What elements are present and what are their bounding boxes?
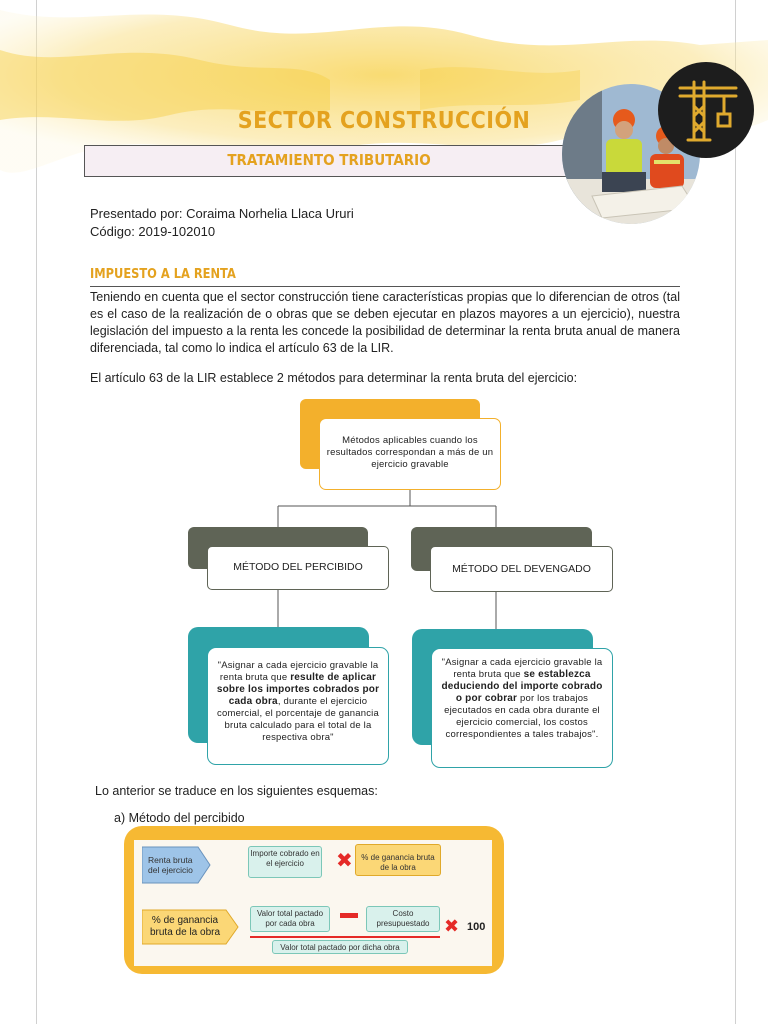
article-paragraph: El artículo 63 de la LIR establece 2 métodos para determinar la renta bruta del ejercicio: (90, 371, 578, 385)
minus-icon (340, 913, 358, 918)
left-method-label: MÉTODO DEL PERCIBIDO (233, 561, 363, 573)
valor-total-obra-box (250, 906, 330, 932)
left-desc-post: , durante el ejercicio comercial, el porcentaje de ganancia bruta calculado para el total de la respectiva obra" (217, 696, 379, 743)
schemas-intro: Lo anterior se traduce en los siguientes esquemas: (95, 784, 378, 798)
importe-cobrado-box (248, 846, 322, 878)
section-heading: IMPUESTO A LA RENTA (90, 267, 236, 282)
left-desc-node (207, 647, 389, 765)
valor-total-obra-label: Valor total pactado por cada obra (256, 909, 324, 928)
right-desc-node (431, 648, 613, 768)
costo-presupuestado-label: Costo presupuestado (376, 909, 430, 928)
presented-by: Presentado por: Coraima Norhelia Llaca Ururi (90, 206, 354, 221)
pct-ganancia-box (355, 844, 441, 876)
page-title: SECTOR CONSTRUCCIÓN (237, 108, 531, 134)
pct-ganancia-big-label: % de ganancia bruta de la obra (149, 915, 221, 938)
multiply-icon: ✖ (336, 848, 353, 872)
right-desc-pre: "Asignar a cada ejercicio gravable la renta bruta que (441, 657, 603, 680)
right-method-node (430, 546, 613, 592)
renta-bruta-label: Renta bruta del ejercicio (148, 855, 193, 875)
student-code: Código: 2019-102010 (90, 224, 216, 239)
right-method-label: MÉTODO DEL DEVENGADO (452, 563, 591, 575)
root-node (319, 418, 501, 490)
importe-cobrado-label: Importe cobrado en el ejercicio (250, 849, 320, 868)
root-node-text: Métodos aplicables cuando los resultados correspondan a más de un ejercicio gravable (326, 435, 494, 470)
right-desc-bold: se establezca deduciendo del importe cobrado o por cobrar (441, 669, 603, 704)
pct-ganancia-arrow (142, 908, 240, 946)
left-method-node (207, 546, 389, 590)
renta-bruta-arrow (142, 845, 212, 885)
costo-presupuestado-box (366, 906, 440, 932)
valor-total-dicha-box (272, 940, 408, 954)
hundred-label: 100 (467, 921, 486, 933)
fraction-bar (250, 936, 440, 938)
multiply-icon-2: ✖ (444, 916, 460, 937)
valor-total-dicha-label: Valor total pactado por dicha obra (280, 943, 400, 952)
list-item-a: a) Método del percibido (114, 811, 245, 825)
right-desc-post: por los trabajos ejecutados en cada obra durante el ejercicio comercial, los costos correspondientes a tales trabajos". (444, 693, 600, 740)
pct-ganancia-label: % de ganancia bruta de la obra (361, 853, 435, 872)
page-subtitle: TRATAMIENTO TRIBUTARIO (227, 151, 431, 169)
left-desc-pre: "Asignar a cada ejercicio gravable la renta bruta que (217, 660, 379, 683)
left-desc-bold: resulte de aplicar sobre los importes cobrados por cada obra (216, 672, 380, 707)
intro-paragraph: Teniendo en cuenta que el sector construcción tiene características propias que lo diferencian de otros (tal es el caso de la realización de o obras que se deben ejecutar en plazos mayores a un ejercicio), nuestra legislación del impuesto a la renta les concede la posibilidad de determinar la renta bruta anual de manera diferenciada, tal como lo indica el artículo 63 de la LIR. (90, 290, 680, 355)
